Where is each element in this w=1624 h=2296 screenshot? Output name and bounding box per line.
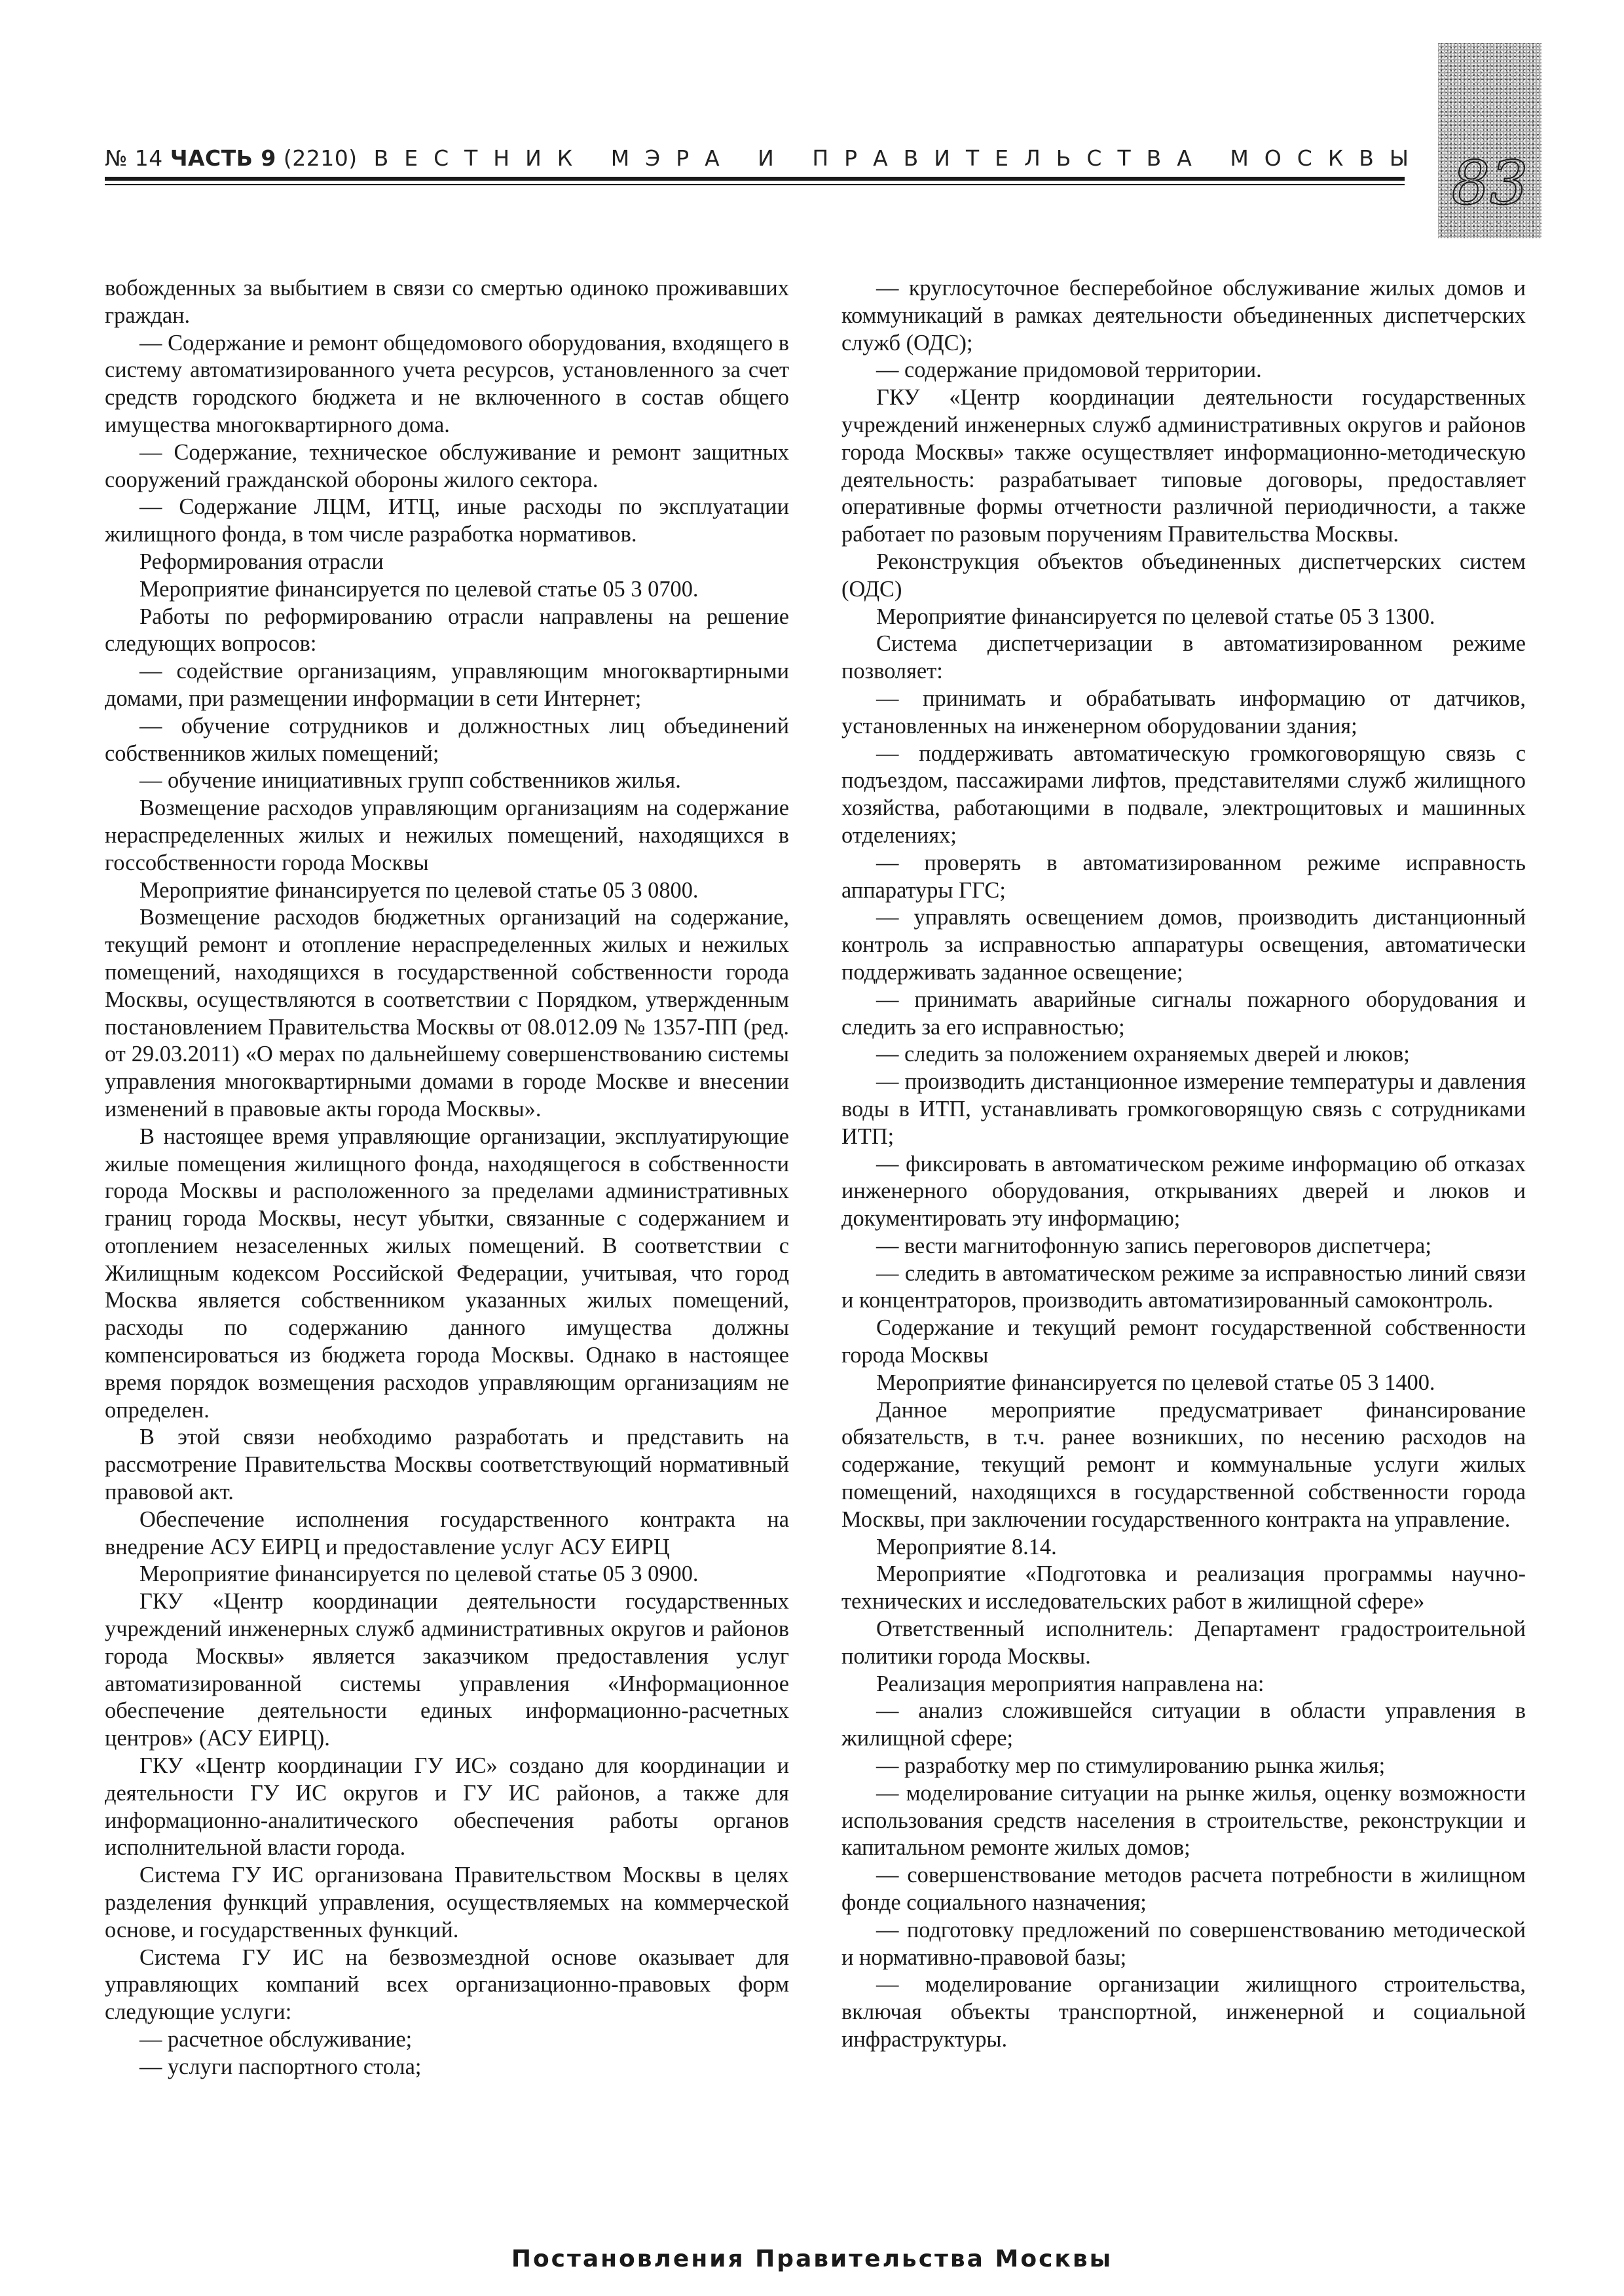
- paragraph: Система ГУ ИС организована Правительством Москвы в целях разделения функций управления, осуществляемых на коммерческой основе, и государственных функций.: [105, 1863, 789, 1942]
- paragraph: В этой связи необходимо разработать и представить на рассмотрение Правительства Москвы соответствующий нормативный правовой акт.: [105, 1425, 789, 1505]
- paragraph: Мероприятие финансируется по целевой статье 05 3 0900.: [139, 1561, 699, 1587]
- paragraph: Данное мероприятие предусматривает финансирование обязательств, в т.ч. ранее возникших, по несению расходов на содержание, текущий ремонт и коммунальные услуги жилых помещений, находящихся в государственной собственности города Москвы, при заключении государственного контракта на управление.: [841, 1397, 1526, 1532]
- paragraph: Обеспечение исполнения государственного контракта на внедрение АСУ ЕИРЦ и предоставление услуг АСУ ЕИРЦ: [105, 1506, 789, 1559]
- left-column: [105, 275, 789, 2081]
- paragraph: Работы по реформированию отрасли направлены на решение следующих вопросов:: [105, 604, 789, 657]
- paragraph: — Содержание, техническое обслуживание и ремонт защитных сооружений гражданской обороны жилого сектора.: [105, 439, 789, 492]
- paragraph: Мероприятие финансируется по целевой статье 05 3 0800.: [139, 877, 699, 903]
- paragraph: — проверять в автоматизированном режиме исправность аппаратуры ГГС;: [841, 850, 1526, 903]
- paragraph: ГКУ «Центр координации деятельности государственных учреждений инженерных служб административных округов и районов города Москвы» является заказчиком предоставления услуг автоматизированной системы управления «Информационное обеспечение деятельности единых информационно-расчетных центров» (АСУ ЕИРЦ).: [105, 1589, 789, 1751]
- paragraph: Реформирования отрасли: [139, 549, 384, 574]
- right-column: [841, 275, 1526, 2054]
- running-footer: Постановления Правительства Москвы: [511, 2246, 1113, 2272]
- paragraph: — расчетное обслуживание;: [139, 2027, 413, 2052]
- paragraph: Мероприятие финансируется по целевой статье 05 3 1300.: [876, 604, 1435, 629]
- paragraph: Реконструкция объектов объединенных диспетчерских систем (ОДС): [841, 549, 1526, 602]
- paragraph: — обучение инициативных групп собственников жилья.: [139, 768, 681, 793]
- paragraph: — следить за положением охраняемых дверей и люков;: [876, 1042, 1410, 1067]
- header-rule-thin: [105, 184, 1405, 185]
- paragraph: — вести магнитофонную запись переговоров диспетчера;: [876, 1233, 1431, 1258]
- publication-title: ВЕСТНИК МЭРА И ПРАВИТЕЛЬСТВА МОСКВЫ: [373, 145, 1425, 171]
- paragraph: — принимать аварийные сигналы пожарного оборудования и следить за его исправностью;: [841, 987, 1526, 1040]
- paragraph: Реализация мероприятия направлена на:: [876, 1671, 1264, 1696]
- paragraph: В настоящее время управляющие организации, эксплуатирующие жилые помещения жилищного фонда, находящегося в собственности города Москвы и расположенного за пределами административных границ города Москвы, несут убытки, связанные с содержанием и отоплением незаселенных жилых помещений. В соответствии с Жилищным кодексом Российской Федерации, учитывая, что город Москва является собственником указанных жилых помещений, расходы по содержанию данного имущества должны компенсироваться из бюджета города Москвы. Однако в настоящее время порядок возмещения расходов управляющим организациям не определен.: [105, 1123, 789, 1423]
- paragraph: — Содержание и ремонт общедомового оборудования, входящего в систему автоматизированного учета ресурсов, установленного за счет средств городского бюджета и не включенного в состав общего имущества многоквартирного дома.: [105, 330, 789, 437]
- paragraph: — производить дистанционное измерение температуры и давления воды в ИТП, устанавливать громкоговорящую связь с сотрудниками ИТП;: [841, 1069, 1526, 1149]
- paragraph: — следить в автоматическом режиме за исправностью линий связи и концентраторов, производить автоматизированный самоконтроль.: [841, 1260, 1526, 1313]
- paragraph: — поддерживать автоматическую громкоговорящую связь с подъездом, пассажирами лифтов, представителями служб жилищного хозяйства, работающими в подвале, электрощитовых и машинных отделениях;: [841, 740, 1526, 848]
- paragraph: — круглосуточное бесперебойное обслуживание жилых домов и коммуникаций в рамках деятельности объединенных диспетчерских служб (ОДС);: [841, 276, 1526, 355]
- paragraph: Система диспетчеризации в автоматизированном режиме позволяет:: [841, 631, 1526, 684]
- running-header: [105, 145, 1425, 171]
- paragraph: Возмещение расходов бюджетных организаций на содержание, текущий ремонт и отопление нераспределенных жилых и нежилых помещений, находящихся в государственной собственности города Москвы, осуществляются в соответствии с Порядком, утвержденным постановлением Правительства Москвы от 08.012.09 № 1357-ПП (ред. от 29.03.2011) «О мерах по дальнейшему совершенствованию системы управления многоквартирными домами в городе Москве и внесении изменений в правовые акты города Москвы».: [105, 905, 789, 1121]
- paragraph: — разработку мер по стимулированию рынка жилья;: [876, 1753, 1386, 1779]
- paragraph: — моделирование организации жилищного строительства, включая объекты транспортной, инженерной и социальной инфраструктуры.: [841, 1972, 1526, 2052]
- paragraph: — анализ сложившейся ситуации в области управления в жилищной сфере;: [841, 1698, 1526, 1751]
- paragraph: — содержание придомовой территории.: [876, 357, 1262, 383]
- paragraph: Ответственный исполнитель: Департамент градостроительной политики города Москвы.: [841, 1616, 1526, 1669]
- serial-number: (2210): [283, 145, 358, 171]
- paragraph: Мероприятие «Подготовка и реализация программы научно-технических и исследовательских работ в жилищной сфере»: [841, 1561, 1526, 1614]
- paragraph: — фиксировать в автоматическом режиме информацию об отказах инженерного оборудования, открываниях дверей и люков и документировать эту информацию;: [841, 1151, 1526, 1231]
- paragraph: — управлять освещением домов, производить дистанционный контроль за исправностью аппаратуры освещения, автоматически поддерживать заданное освещение;: [841, 905, 1526, 985]
- part-number: ЧАСТЬ 9: [170, 145, 276, 171]
- paragraph: вобожденных за выбытием в связи со смертью одиноко проживавших граждан.: [105, 276, 789, 328]
- paragraph: — моделирование ситуации на рынке жилья, оценку возможности использования средств населения в строительстве, реконструкции и капитальном ремонте жилых домов;: [841, 1780, 1526, 1861]
- paragraph: — обучение сотрудников и должностных лиц объединений собственников жилых помещений;: [105, 713, 789, 766]
- paragraph: — содействие организациям, управляющим многоквартирными домами, при размещении информации в сети Интернет;: [105, 659, 789, 711]
- paragraph: Возмещение расходов управляющим организациям на содержание нераспределенных жилых и нежилых помещений, находящихся в госсобственности города Москвы: [105, 795, 789, 875]
- paragraph: ГКУ «Центр координации ГУ ИС» создано для координации и деятельности ГУ ИС округов и ГУ ИС районов, а также для информационно-аналитического обеспечения работы органов исполнительной власти города.: [105, 1753, 789, 1861]
- paragraph: Мероприятие финансируется по целевой статье 05 3 0700.: [139, 576, 699, 602]
- paragraph: — услуги паспортного стола;: [139, 2054, 422, 2079]
- page-number-box: [1438, 43, 1541, 238]
- header-rule-thick: [105, 177, 1405, 181]
- paragraph: Содержание и текущий ремонт государственной собственности города Москвы: [841, 1315, 1526, 1368]
- paragraph: Система ГУ ИС на безвозмездной основе оказывает для управляющих компаний всех организационно-правовых форм следующие услуги:: [105, 1944, 789, 2025]
- paragraph: — принимать и обрабатывать информацию от датчиков, установленных на инженерном оборудовании здания;: [841, 685, 1526, 738]
- paragraph: — Содержание ЛЦМ, ИТЦ, иные расходы по эксплуатации жилищного фонда, в том числе разработка нормативов.: [105, 494, 789, 547]
- paragraph: ГКУ «Центр координации деятельности государственных учреждений инженерных служб административных округов и районов города Москвы» также осуществляет информационно-методическую деятельность: разрабатывает типовые договоры, предоставляет оперативные формы отчетности различной периодичности, а также работает по разовым поручениям Правительства Москвы.: [841, 385, 1526, 547]
- paragraph: Мероприятие 8.14.: [876, 1534, 1057, 1559]
- paragraph: — подготовку предложений по совершенствованию методической и нормативно-правовой базы;: [841, 1917, 1526, 1970]
- issue-number: № 14: [105, 145, 163, 171]
- page-number: 83: [1451, 148, 1528, 218]
- paragraph: Мероприятие финансируется по целевой статье 05 3 1400.: [876, 1370, 1435, 1395]
- paragraph: — совершенствование методов расчета потребности в жилищном фонде социального назначения;: [841, 1863, 1526, 1916]
